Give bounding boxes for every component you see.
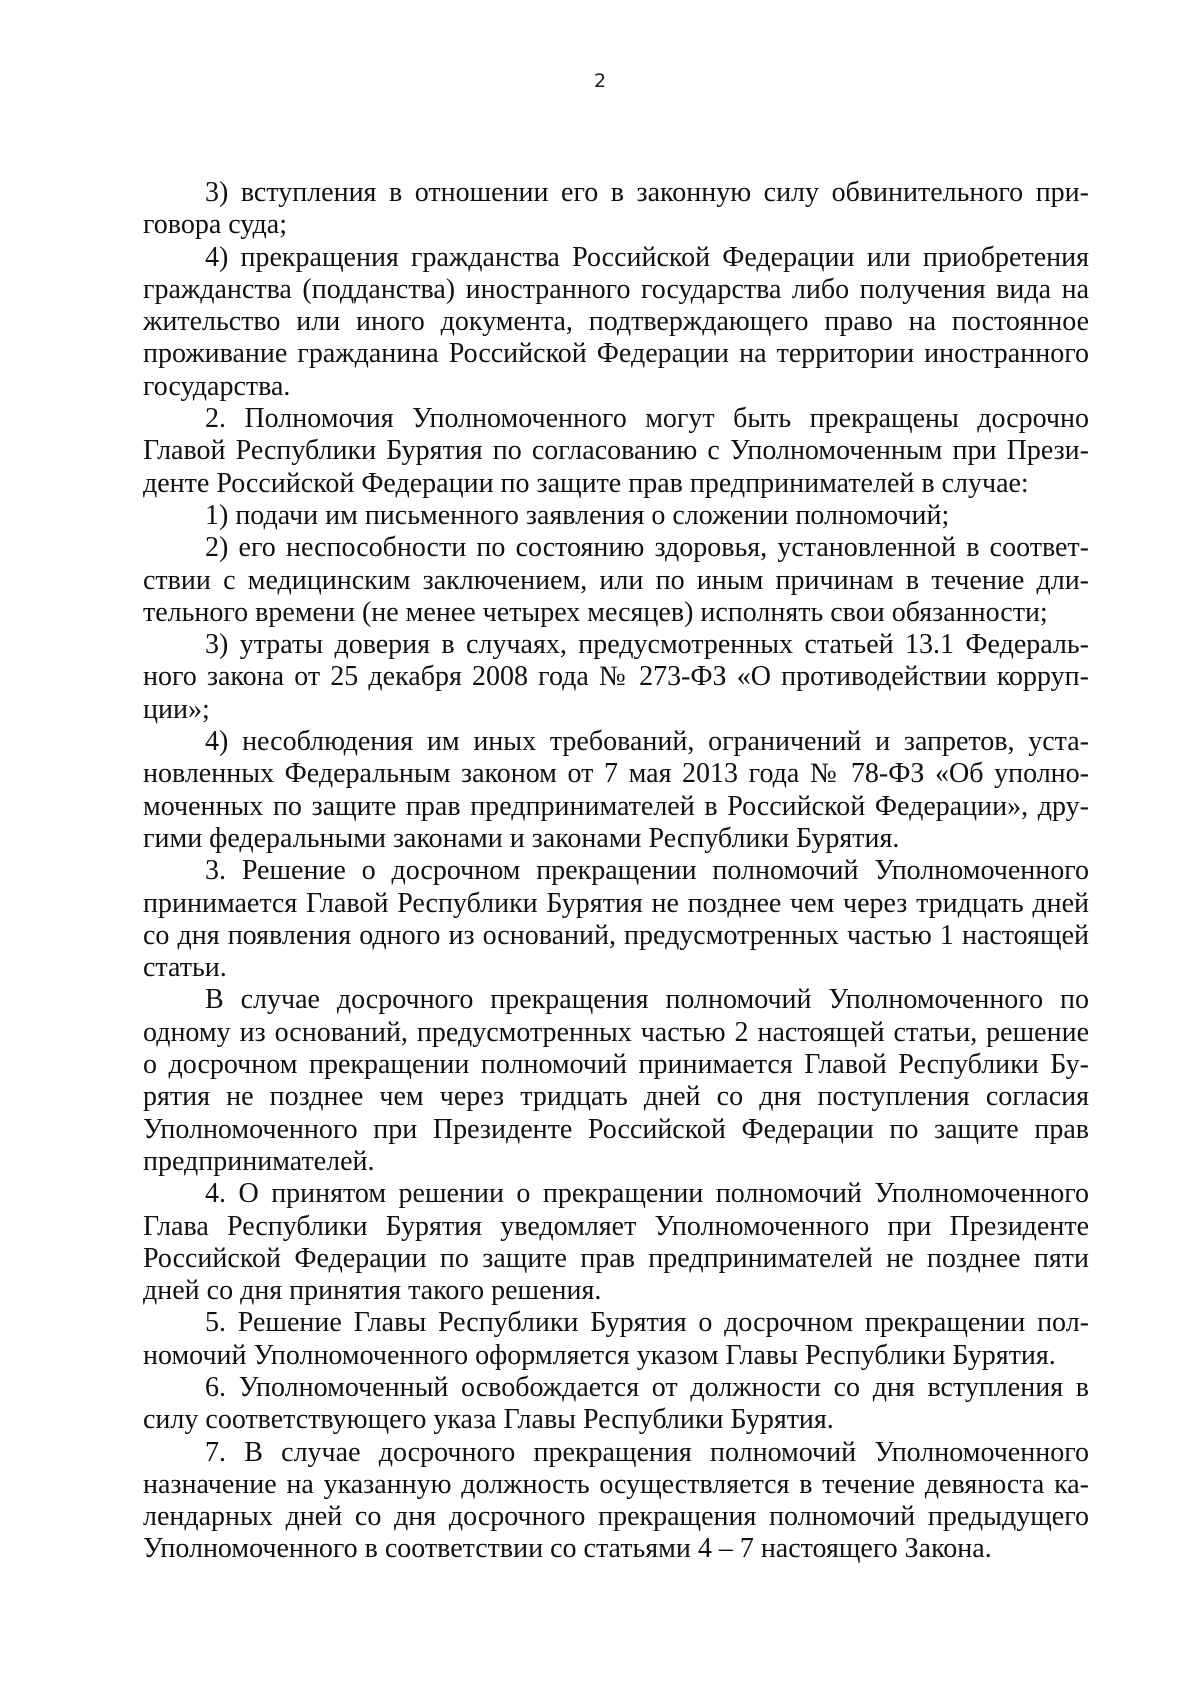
paragraph-clause-3: 3) вступления в отношении его в законную силу обвинительного приговора суда; <box>143 177 1089 241</box>
paragraph-part-3-continued: В случае досрочного прекращения полномочий Уполномоченного по одному из оснований, предусмотренных частью 2 настоящей статьи, решение о досрочном прекращении полномочий принимается Главой Республики Бурятия не позднее чем через тридцать дней со дня поступления согласия Уполномоченного при Президенте Российской Федерации по защите прав предпринимателей. <box>143 984 1089 1177</box>
paragraph-part-2-item-3: 3) утраты доверия в случаях, предусмотренных статьей 13.1 Федерального закона от 25 декабря 2008 года № 273-ФЗ «О противодействии коррупции»; <box>143 629 1089 725</box>
paragraph-part-5: 5. Решение Главы Республики Бурятия о досрочном прекращении полномочий Уполномоченного оформляется указом Главы Республики Бурятия. <box>143 1307 1089 1371</box>
paragraph-part-2: 2. Полномочия Уполномоченного могут быть прекращены досрочно Главой Республики Бурятия по согласованию с Уполномоченным при Президенте Российской Федерации по защите прав предпринимателей в случае: <box>143 403 1089 499</box>
document-body <box>143 177 1089 1566</box>
paragraph-part-7: 7. В случае досрочного прекращения полномочий Уполномоченного назначение на указанную должность осуществляется в течение девяноста календарных дней со дня досрочного прекращения полномочий предыдущего Уполномоченного в соответствии со статьями 4 – 7 настоящего Закона. <box>143 1436 1089 1565</box>
page-number: 2 <box>593 70 607 92</box>
paragraph-part-6: 6. Уполномоченный освобождается от должности со дня вступления в силу соответствующего указа Главы Республики Бурятия. <box>143 1371 1089 1436</box>
paragraph-part-2-item-1: 1) подачи им письменного заявления о сложении полномочий; <box>205 499 950 531</box>
paragraph-part-4: 4. О принятом решении о прекращении полномочий Уполномоченного Глава Республики Бурятия уведомляет Уполномоченного при Президенте Российской Федерации по защите прав предпринимателей не позднее пяти дней со дня принятия такого решения. <box>143 1178 1089 1307</box>
paragraph-part-3: 3. Решение о досрочном прекращении полномочий Уполномоченного принимается Главой Республики Бурятия не позднее чем через тридцать дней со дня появления одного из оснований, предусмотренных частью 1 настоящей статьи. <box>143 855 1089 984</box>
paragraph-part-2-item-2: 2) его неспособности по состоянию здоровья, установленной в соответствии с медицинским заключением, или по иным причинам в течение длительного времени (не менее четырех месяцев) исполнять свои обязанности; <box>143 532 1089 628</box>
paragraph-part-2-item-4: 4) несоблюдения им иных требований, ограничений и запретов, установленных Федеральным законом от 7 мая 2013 года № 78-ФЗ «Об уполномоченных по защите прав предпринимателей в Российской Федерации», другими федеральными законами и законами Республики Бурятия. <box>143 726 1089 854</box>
paragraph-clause-4: 4) прекращения гражданства Российской Федерации или приобретения гражданства (подданства) иностранного государства либо получения вида на жительство или иного документа, подтверждающего право на постоянное проживание гражданина Российской Федерации на территории иностранного государства. <box>143 241 1089 402</box>
